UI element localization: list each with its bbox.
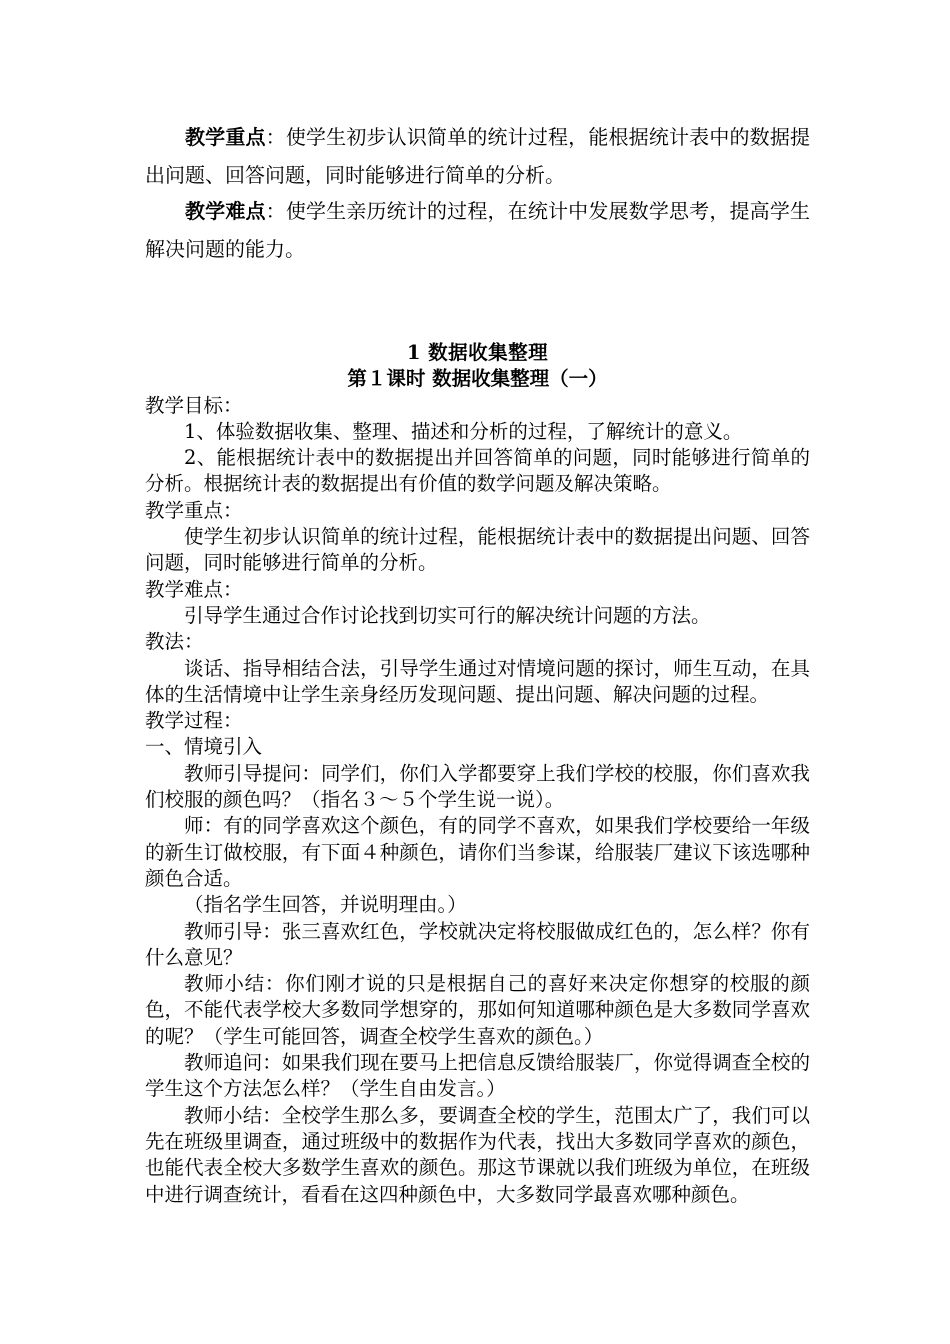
teaching-focus-paragraph — [145, 118, 810, 194]
difficulty-text: 引导学生通过合作讨论找到切实可行的解决统计问题的方法。 — [184, 603, 711, 627]
difficulty-label: 教学难点： — [145, 577, 243, 601]
goals-label: 教学目标： — [145, 393, 243, 417]
method-label: 教法： — [145, 630, 204, 654]
teaching-difficulty-label: 教学难点 — [185, 199, 266, 223]
teaching-difficulty-text: ：使学生亲历统计的过程，在统计中发展数学思考，提高学生解决问题的能力。 — [145, 199, 811, 261]
lesson-title: 第１课时 数据收集整理（一） — [347, 367, 608, 391]
goal-1: 1、体验数据收集、整理、描述和分析的过程，了解统计的意义。 — [184, 419, 743, 443]
unit-title: 1 数据收集整理 — [406, 341, 549, 364]
process-label: 教学过程： — [145, 709, 243, 733]
process-paragraph-3: （指名学生回答，并说明理由。） — [184, 893, 467, 917]
process-paragraph-5: 教师小结：你们刚才说的只是根据自己的喜好来决定你想穿的校服的颜色，不能代表学校大多数同学想穿的，那如何知道哪种颜色是大多数同学喜欢的呢？（学生可能回答，调查全校学生喜欢的颜色。） — [145, 972, 810, 1048]
goal-2: 2、能根据统计表中的数据提出并回答简单的问题，同时能够进行简单的分析。根据统计表的数据提出有价值的数学问题及解决策略。 — [145, 446, 810, 496]
process-paragraph-4: 教师引导：张三喜欢红色，学校就决定将校服做成红色的，怎么样？你有什么意见？ — [145, 919, 810, 969]
teaching-difficulty-paragraph — [145, 192, 810, 268]
process-paragraph-6: 教师追问：如果我们现在要马上把信息反馈给服装厂，你觉得调查全校的学生这个方法怎么样？（学生自由发言。） — [145, 1051, 810, 1101]
step1-label: 一、情境引入 — [145, 735, 263, 759]
focus-label: 教学重点： — [145, 498, 243, 522]
focus-text: 使学生初步认识简单的统计过程，能根据统计表中的数据提出问题、回答问题，同时能够进行简单的分析。 — [145, 525, 810, 575]
process-paragraph-7: 教师小结：全校学生那么多，要调查全校的学生，范围太广了，我们可以先在班级里调查，通过班级中的数据作为代表，找出大多数同学喜欢的颜色，也能代表全校大多数学生喜欢的颜色。那这节课就以我们班级为单位，在班级中进行调查统计，看看在这四种颜色中，大多数同学最喜欢哪种颜色。 — [145, 1103, 810, 1206]
teaching-focus-text: ：使学生初步认识简单的统计过程，能根据统计表中的数据提出问题、回答问题，同时能够进行简单的分析。 — [145, 125, 811, 187]
process-paragraph-2: 师：有的同学喜欢这个颜色，有的同学不喜欢，如果我们学校要给一年级的新生订做校服，有下面４种颜色，请你们当参谋，给服装厂建议下该选哪种颜色合适。 — [145, 814, 810, 890]
process-paragraph-1: 教师引导提问：同学们，你们入学都要穿上我们学校的校服，你们喜欢我们校服的颜色吗？（指名３～５个学生说一说）。 — [145, 761, 810, 812]
teaching-focus-label: 教学重点 — [185, 125, 266, 149]
lesson-plan-body — [145, 340, 810, 1208]
method-text: 谈话、指导相结合法，引导学生通过对情境问题的探讨，师生互动，在具体的生活情境中让学生亲身经历发现问题、提出问题、解决问题的过程。 — [145, 656, 810, 706]
